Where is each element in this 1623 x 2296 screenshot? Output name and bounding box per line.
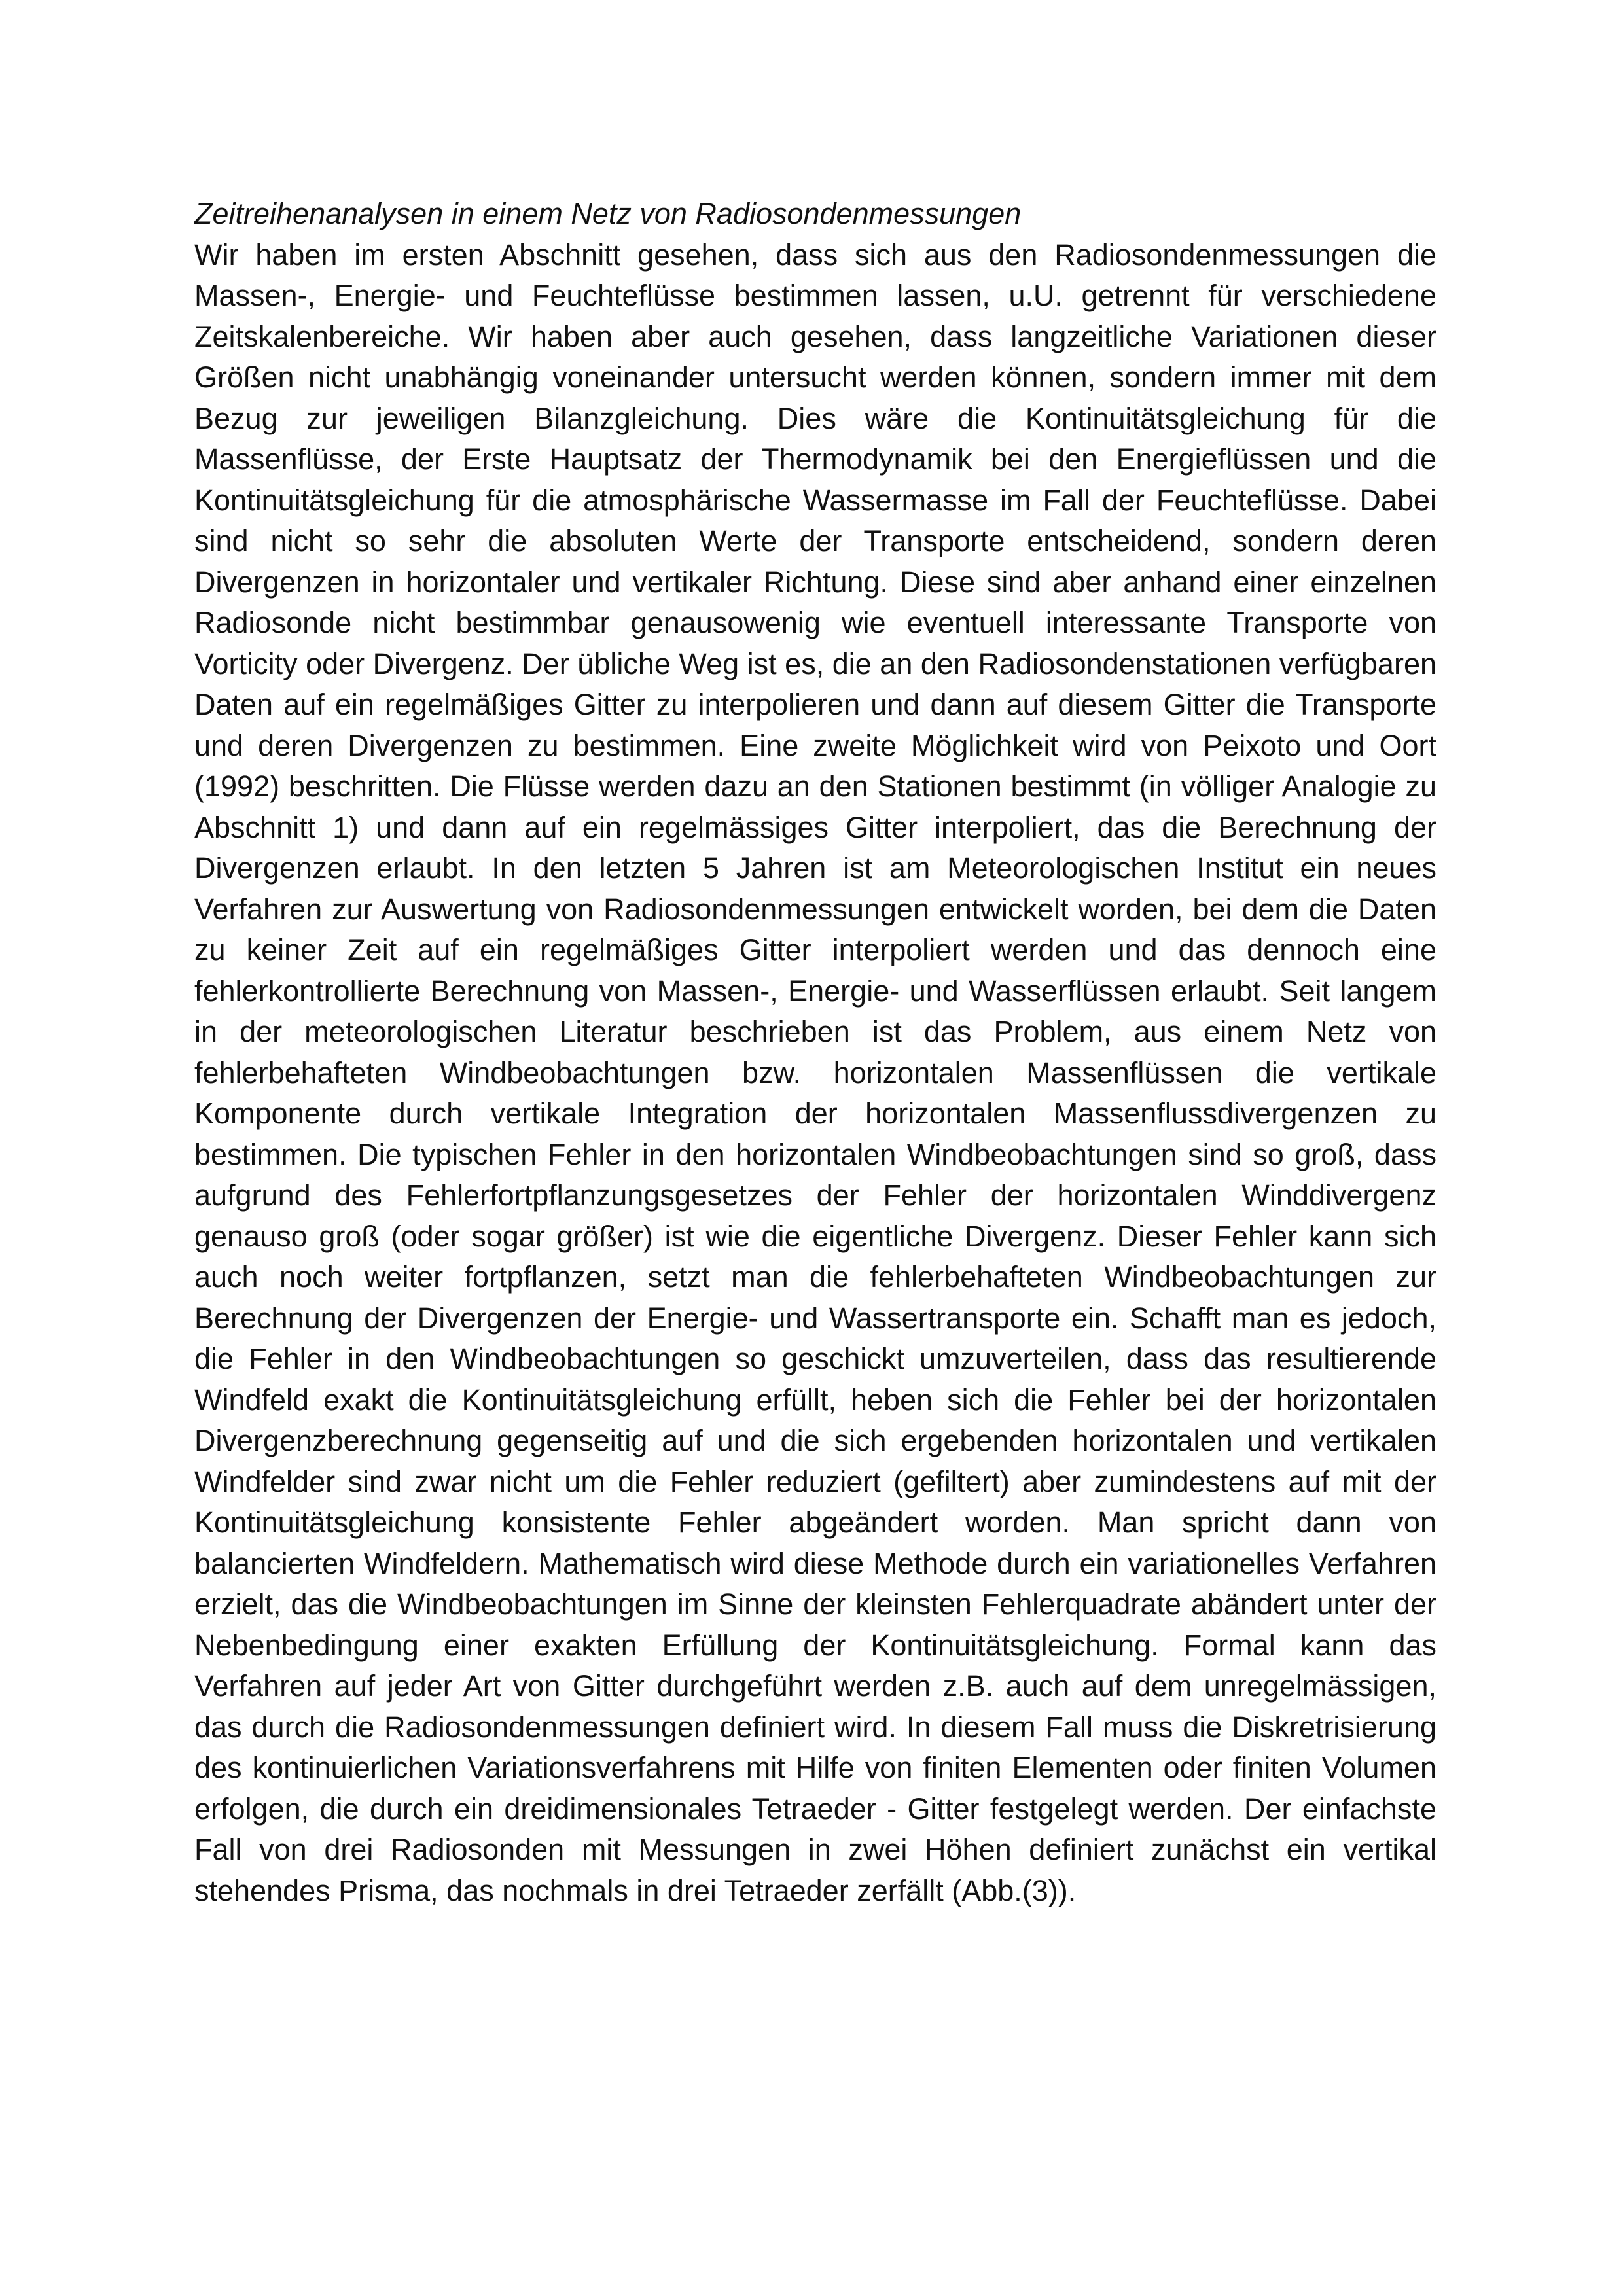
body-paragraph: Wir haben im ersten Abschnitt gesehen, dass sich aus den Radiosondenmessungen die Massen-, Energie- und Feuchteflüsse bestimmen lassen, u.U. getrennt für verschiedene Zeitskalenbereiche. Wir haben aber auch gesehen, dass langzeitliche Variationen dieser Größen nicht unabhängig voneinander untersucht werden können, sondern immer mit dem Bezug zur jeweiligen Bilanzgleichung. Dies wäre die Kontinuitätsgleichung für die Massenflüsse, der Erste Hauptsatz der Thermodynamik bei den Energieflüssen und die Kontinuitätsgleichung für die atmosphärische Wassermasse im Fall der Feuchteflüsse. Dabei sind nicht so sehr die absoluten Werte der Transporte entscheidend, sondern deren Divergenzen in horizontaler und vertikaler Richtung. Diese sind aber anhand einer einzelnen Radiosonde nicht bestimmbar genausowenig wie eventuell interessante Transporte von Vorticity oder Divergenz. Der übliche Weg ist es, die an den Radiosondenstationen verfügbaren Daten auf ein regelmäßiges Gitter zu interpolieren und dann auf diesem Gitter die Transporte und deren Divergenzen zu bestimmen. Eine zweite Möglichkeit wird von Peixoto und Oort (1992) beschritten. Die Flüsse werden dazu an den Stationen bestimmt (in völliger Analogie zu Abschnitt 1) und dann auf ein regelmässiges Gitter interpoliert, das die Berechnung der Divergenzen erlaubt. In den letzten 5 Jahren ist am Meteorologischen Institut ein neues Verfahren zur Auswertung von Radiosondenmessungen entwickelt worden, bei dem die Daten zu keiner Zeit auf ein regelmäßiges Gitter interpoliert werden und das dennoch eine fehlerkontrollierte Berechnung von Massen-, Energie- und Wasserflüssen erlaubt. Seit langem in der meteorologischen Literatur beschrieben ist das Problem, aus einem Netz von fehlerbehafteten Windbeobachtungen bzw. horizontalen Massenflüssen die vertikale Komponente durch vertikale Integration der horizontalen Massenflussdivergenzen zu bestimmen. Die typischen Fehler in den horizontalen Windbeobachtungen sind so groß, dass aufgrund des Fehlerfortpflanzungsgesetzes der Fehler der horizontalen Winddivergenz genauso groß (oder sogar größer) ist wie die eigentliche Divergenz. Dieser Fehler kann sich auch noch weiter fortpflanzen, setzt man die fehlerbehafteten Windbeobachtungen zur Berechnung der Divergenzen der Energie- und Wassertransporte ein. Schafft man es jedoch, die Fehler in den Windbeobachtungen so geschickt umzuverteilen, dass das resultierende Windfeld exakt die Kontinuitätsgleichung erfüllt, heben sich die Fehler bei der horizontalen Divergenzberechnung gegenseitig auf und die sich ergebenden horizontalen und vertikalen Windfelder sind zwar nicht um die Fehler reduziert (gefiltert) aber zumindestens auf mit der Kontinuitätsgleichung konsistente Fehler abgeändert worden. Man spricht dann von balancierten Windfeldern. Mathematisch wird diese Methode durch ein variationelles Verfahren erzielt, das die Windbeobachtungen im Sinne der kleinsten Fehlerquadrate abändert unter der Nebenbedingung einer exakten Erfüllung der Kontinuitätsgleichung. Formal kann das Verfahren auf jeder Art von Gitter durchgeführt werden z.B. auch auf dem unregelmässigen, das durch die Radiosondenmessungen definiert wird. In diesem Fall muss die Diskretrisierung des kontinuierlichen Variationsverfahrens mit Hilfe von finiten Elementen oder finiten Volumen erfolgen, die durch ein dreidimensionales Tetraeder - Gitter festgelegt werden. Der einfachste Fall von drei Radiosonden mit Messungen in zwei Höhen definiert zunächst ein vertikal stehendes Prisma, das nochmals in drei Tetraeder zerfällt (Abb.(3)). [194, 238, 1436, 1907]
section-title: Zeitreihenanalysen in einem Netz von Radiosondenmessungen [194, 197, 1022, 230]
document-page [194, 194, 1436, 1911]
